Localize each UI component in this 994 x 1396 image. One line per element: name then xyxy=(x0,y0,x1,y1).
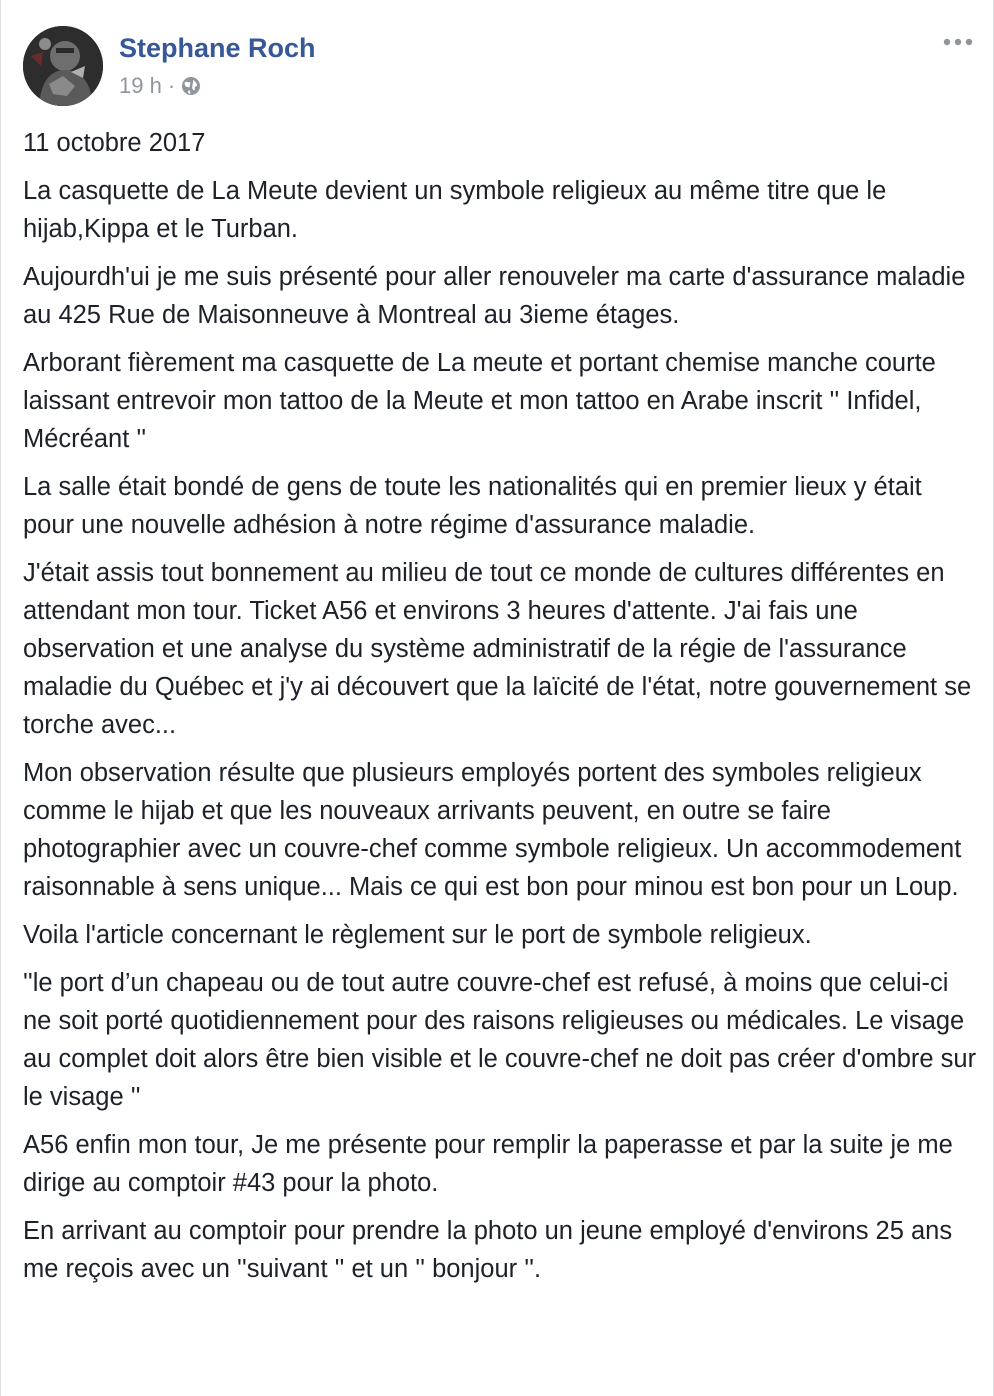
post-body xyxy=(23,124,978,1298)
globe-icon[interactable] xyxy=(181,76,201,96)
post-paragraph: La salle était bondé de gens de toute les nationalités qui en premier lieux y était pour une nouvelle adhésion à notre régime d'assurance maladie. xyxy=(23,473,922,539)
post-paragraph: La casquette de La Meute devient un symbole religieux au même titre que le hijab,Kippa et le Turban. xyxy=(23,177,887,243)
post-paragraph: Mon observation résulte que plusieurs employés portent des symboles religieux comme le hijab et que les nouveaux arrivants peuvent, en outre se faire photographier avec un couvre-chef comme symbole religieux. Un accommodement raisonnable à sens unique... Mais ce qui est bon pour minou est bon pour un Loup. xyxy=(23,759,962,901)
more-options-icon xyxy=(943,38,973,46)
timestamp-link[interactable]: 19 h xyxy=(119,73,162,98)
post-paragraph: J'était assis tout bonnement au milieu de tout ce monde de cultures différentes en attendant mon tour. Ticket A56 et environs 3 heures d'attente. J'ai fais une observation et une analyse du système administratif de la régie de l'assurance maladie du Québec et j'y ai découvert que la laïcité de l'état, notre gouvernement se torche avec... xyxy=(23,559,972,739)
avatar[interactable] xyxy=(23,26,103,106)
post-paragraph: 11 octobre 2017 xyxy=(23,129,206,157)
author-name-link[interactable]: Stephane Roch xyxy=(119,33,316,63)
post-paragraph: En arrivant au comptoir pour prendre la photo un jeune employé d'environs 25 ans me reçois avec un ''suivant '' et un '' bonjour ''. xyxy=(23,1217,953,1283)
more-options-button[interactable] xyxy=(943,28,973,56)
post-header xyxy=(1,0,994,120)
post-meta xyxy=(119,72,201,100)
meta-separator: · xyxy=(167,73,176,98)
post-paragraph: Voila l'article concernant le règlement sur le port de symbole religieux. xyxy=(23,921,812,949)
post-paragraph: A56 enfin mon tour, Je me présente pour remplir la paperasse et par la suite je me dirige au comptoir #43 pour la photo. xyxy=(23,1131,953,1197)
post-paragraph: ''le port d’un chapeau ou de tout autre couvre-chef est refusé, à moins que celui-ci ne soit porté quotidiennement pour des raisons religieuses ou médicales. Le visage au complet doit alors être bien visible et le couvre-chef ne doit pas créer d'ombre sur le visage '' xyxy=(23,969,977,1111)
avatar-image xyxy=(23,26,103,106)
post-paragraph: Arborant fièrement ma casquette de La meute et portant chemise manche courte laissant entrevoir mon tattoo de la Meute et mon tattoo en Arabe inscrit '' Infidel, Mécréant '' xyxy=(23,349,936,453)
post-paragraph: Aujourdh'ui je me suis présenté pour aller renouveler ma carte d'assurance maladie au 425 Rue de Maisonneuve à Montreal au 3ieme étages. xyxy=(23,263,966,329)
